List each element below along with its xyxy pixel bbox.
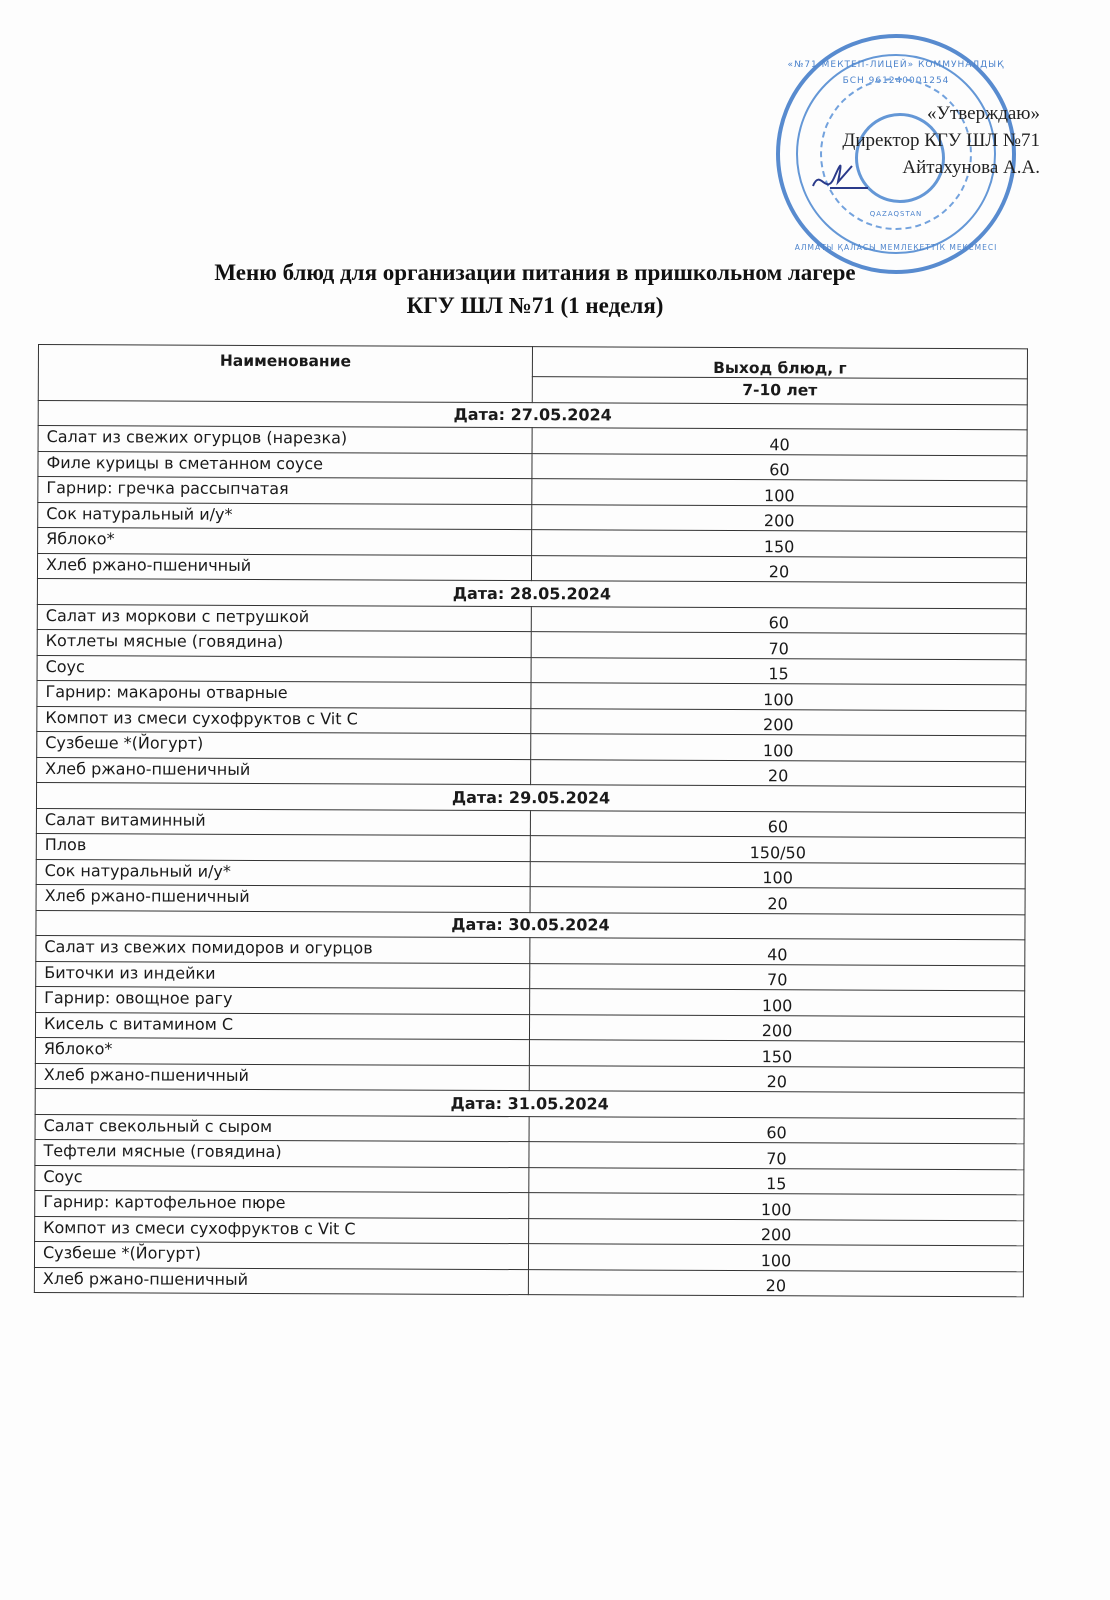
menu-table (34, 344, 1028, 1297)
table-row (34, 1267, 1023, 1297)
date-label: Дата: 28.05.2024 (37, 578, 1026, 608)
dish-output-grams: 40 (530, 938, 1025, 966)
dish-name: Плов (36, 833, 530, 861)
dish-name: Сок натуральный и/у* (38, 502, 532, 530)
dish-output-grams: 200 (531, 708, 1026, 736)
dish-output-grams: 100 (531, 683, 1026, 711)
stamp-top-text: «№71 МЕКТЕП-ЛИЦЕЙ» КОММУНАЛДЫҚ (787, 60, 1005, 70)
dish-output-grams: 100 (528, 1244, 1023, 1272)
menu-table-body (34, 400, 1027, 1297)
dish-name: Яблоко* (35, 1037, 529, 1065)
date-label: Дата: 27.05.2024 (38, 400, 1027, 430)
approval-heading: «Утверждаю» (927, 103, 1040, 124)
dish-name: Сузбеше *(Йогурт) (34, 1241, 528, 1269)
dish-name: Гарнир: гречка рассыпчатая (38, 477, 532, 505)
dish-output-grams: 100 (532, 479, 1027, 507)
title-line-2: КГУ ШЛ №71 (1 неделя) (406, 293, 664, 318)
title-line-1: Меню блюд для организации питания в пришкольном лагере (214, 260, 856, 285)
dish-output-grams: 15 (531, 657, 1026, 685)
dish-name: Хлеб ржано-пшеничный (36, 884, 530, 912)
dish-name: Гарнир: макароны отварные (37, 680, 531, 708)
approval-signatory: Айтахунова А.А. (902, 157, 1040, 178)
dish-name: Компот из смеси сухофруктов с Vit C (35, 1216, 529, 1244)
dish-output-grams: 70 (531, 632, 1026, 660)
dish-name: Яблоко* (38, 528, 532, 556)
signature-icon (808, 158, 878, 198)
dish-name: Кисель с витамином С (35, 1012, 529, 1040)
date-label: Дата: 31.05.2024 (35, 1088, 1024, 1118)
dish-output-grams: 60 (529, 1116, 1024, 1144)
header-age: 7-10 лет (532, 377, 1027, 405)
dish-output-grams: 100 (529, 1193, 1024, 1221)
dish-output-grams: 60 (530, 810, 1025, 838)
dish-name: Гарнир: картофельное пюре (35, 1190, 529, 1218)
stamp-emblem-label: QAZAQSTAN (869, 210, 923, 218)
dish-output-grams: 60 (531, 606, 1026, 634)
dish-name: Хлеб ржано-пшеничный (37, 553, 531, 581)
dish-output-grams: 40 (532, 428, 1027, 456)
dish-output-grams: 100 (530, 989, 1025, 1017)
dish-output-grams: 150 (532, 530, 1027, 558)
dish-name: Хлеб ржано-пшеничный (34, 1267, 528, 1295)
dish-name: Сок натуральный и/у* (36, 859, 530, 887)
dish-output-grams: 150/50 (530, 836, 1025, 864)
stamp-bin: БСН 961240001254 (842, 76, 950, 86)
dish-output-grams: 20 (529, 1065, 1024, 1093)
dish-name: Биточки из индейки (36, 961, 530, 989)
dish-name: Сузбеше *(Йогурт) (37, 731, 531, 759)
dish-output-grams: 70 (530, 963, 1025, 991)
dish-name: Салат из моркови с петрушкой (37, 604, 531, 632)
dish-name: Соус (35, 1165, 529, 1193)
dish-name: Компот из смеси сухофруктов с Vit C (37, 706, 531, 734)
dish-name: Салат из свежих огурцов (нарезка) (38, 426, 532, 454)
dish-name: Тефтели мясные (говядина) (35, 1139, 529, 1167)
dish-output-grams: 200 (532, 504, 1027, 532)
dish-name: Хлеб ржано-пшеничный (35, 1063, 529, 1091)
dish-name: Филе курицы в сметанном соусе (38, 451, 532, 479)
dish-output-grams: 60 (532, 453, 1027, 481)
header-output: Выход блюд, г (532, 347, 1027, 379)
dish-name: Салат витаминный (36, 808, 530, 836)
stamp-bottom-text: АЛМАТЫ ҚАЛАСЫ МЕМЛЕКЕТТІК МЕКЕМЕСІ (794, 243, 998, 252)
dish-name: Соус (37, 655, 531, 683)
approval-position: Директор КГУ ШЛ №71 (842, 130, 1040, 151)
dish-name: Гарнир: овощное рагу (36, 986, 530, 1014)
dish-output-grams: 20 (531, 555, 1026, 583)
header-name: Наименование (38, 345, 532, 403)
dish-output-grams: 70 (529, 1142, 1024, 1170)
dish-name: Салат свекольный с сыром (35, 1114, 529, 1142)
dish-output-grams: 20 (531, 759, 1026, 787)
dish-name: Салат из свежих помидоров и огурцов (36, 935, 530, 963)
dish-output-grams: 20 (528, 1269, 1023, 1297)
date-label: Дата: 29.05.2024 (36, 782, 1025, 812)
dish-output-grams: 100 (530, 861, 1025, 889)
dish-output-grams: 20 (530, 887, 1025, 915)
date-label: Дата: 30.05.2024 (36, 910, 1025, 940)
dish-output-grams: 200 (529, 1014, 1024, 1042)
dish-name: Хлеб ржано-пшеничный (37, 757, 531, 785)
dish-output-grams: 100 (531, 734, 1026, 762)
dish-output-grams: 150 (529, 1040, 1024, 1068)
dish-name: Котлеты мясные (говядина) (37, 629, 531, 657)
dish-output-grams: 200 (529, 1218, 1024, 1246)
dish-output-grams: 15 (529, 1167, 1024, 1195)
